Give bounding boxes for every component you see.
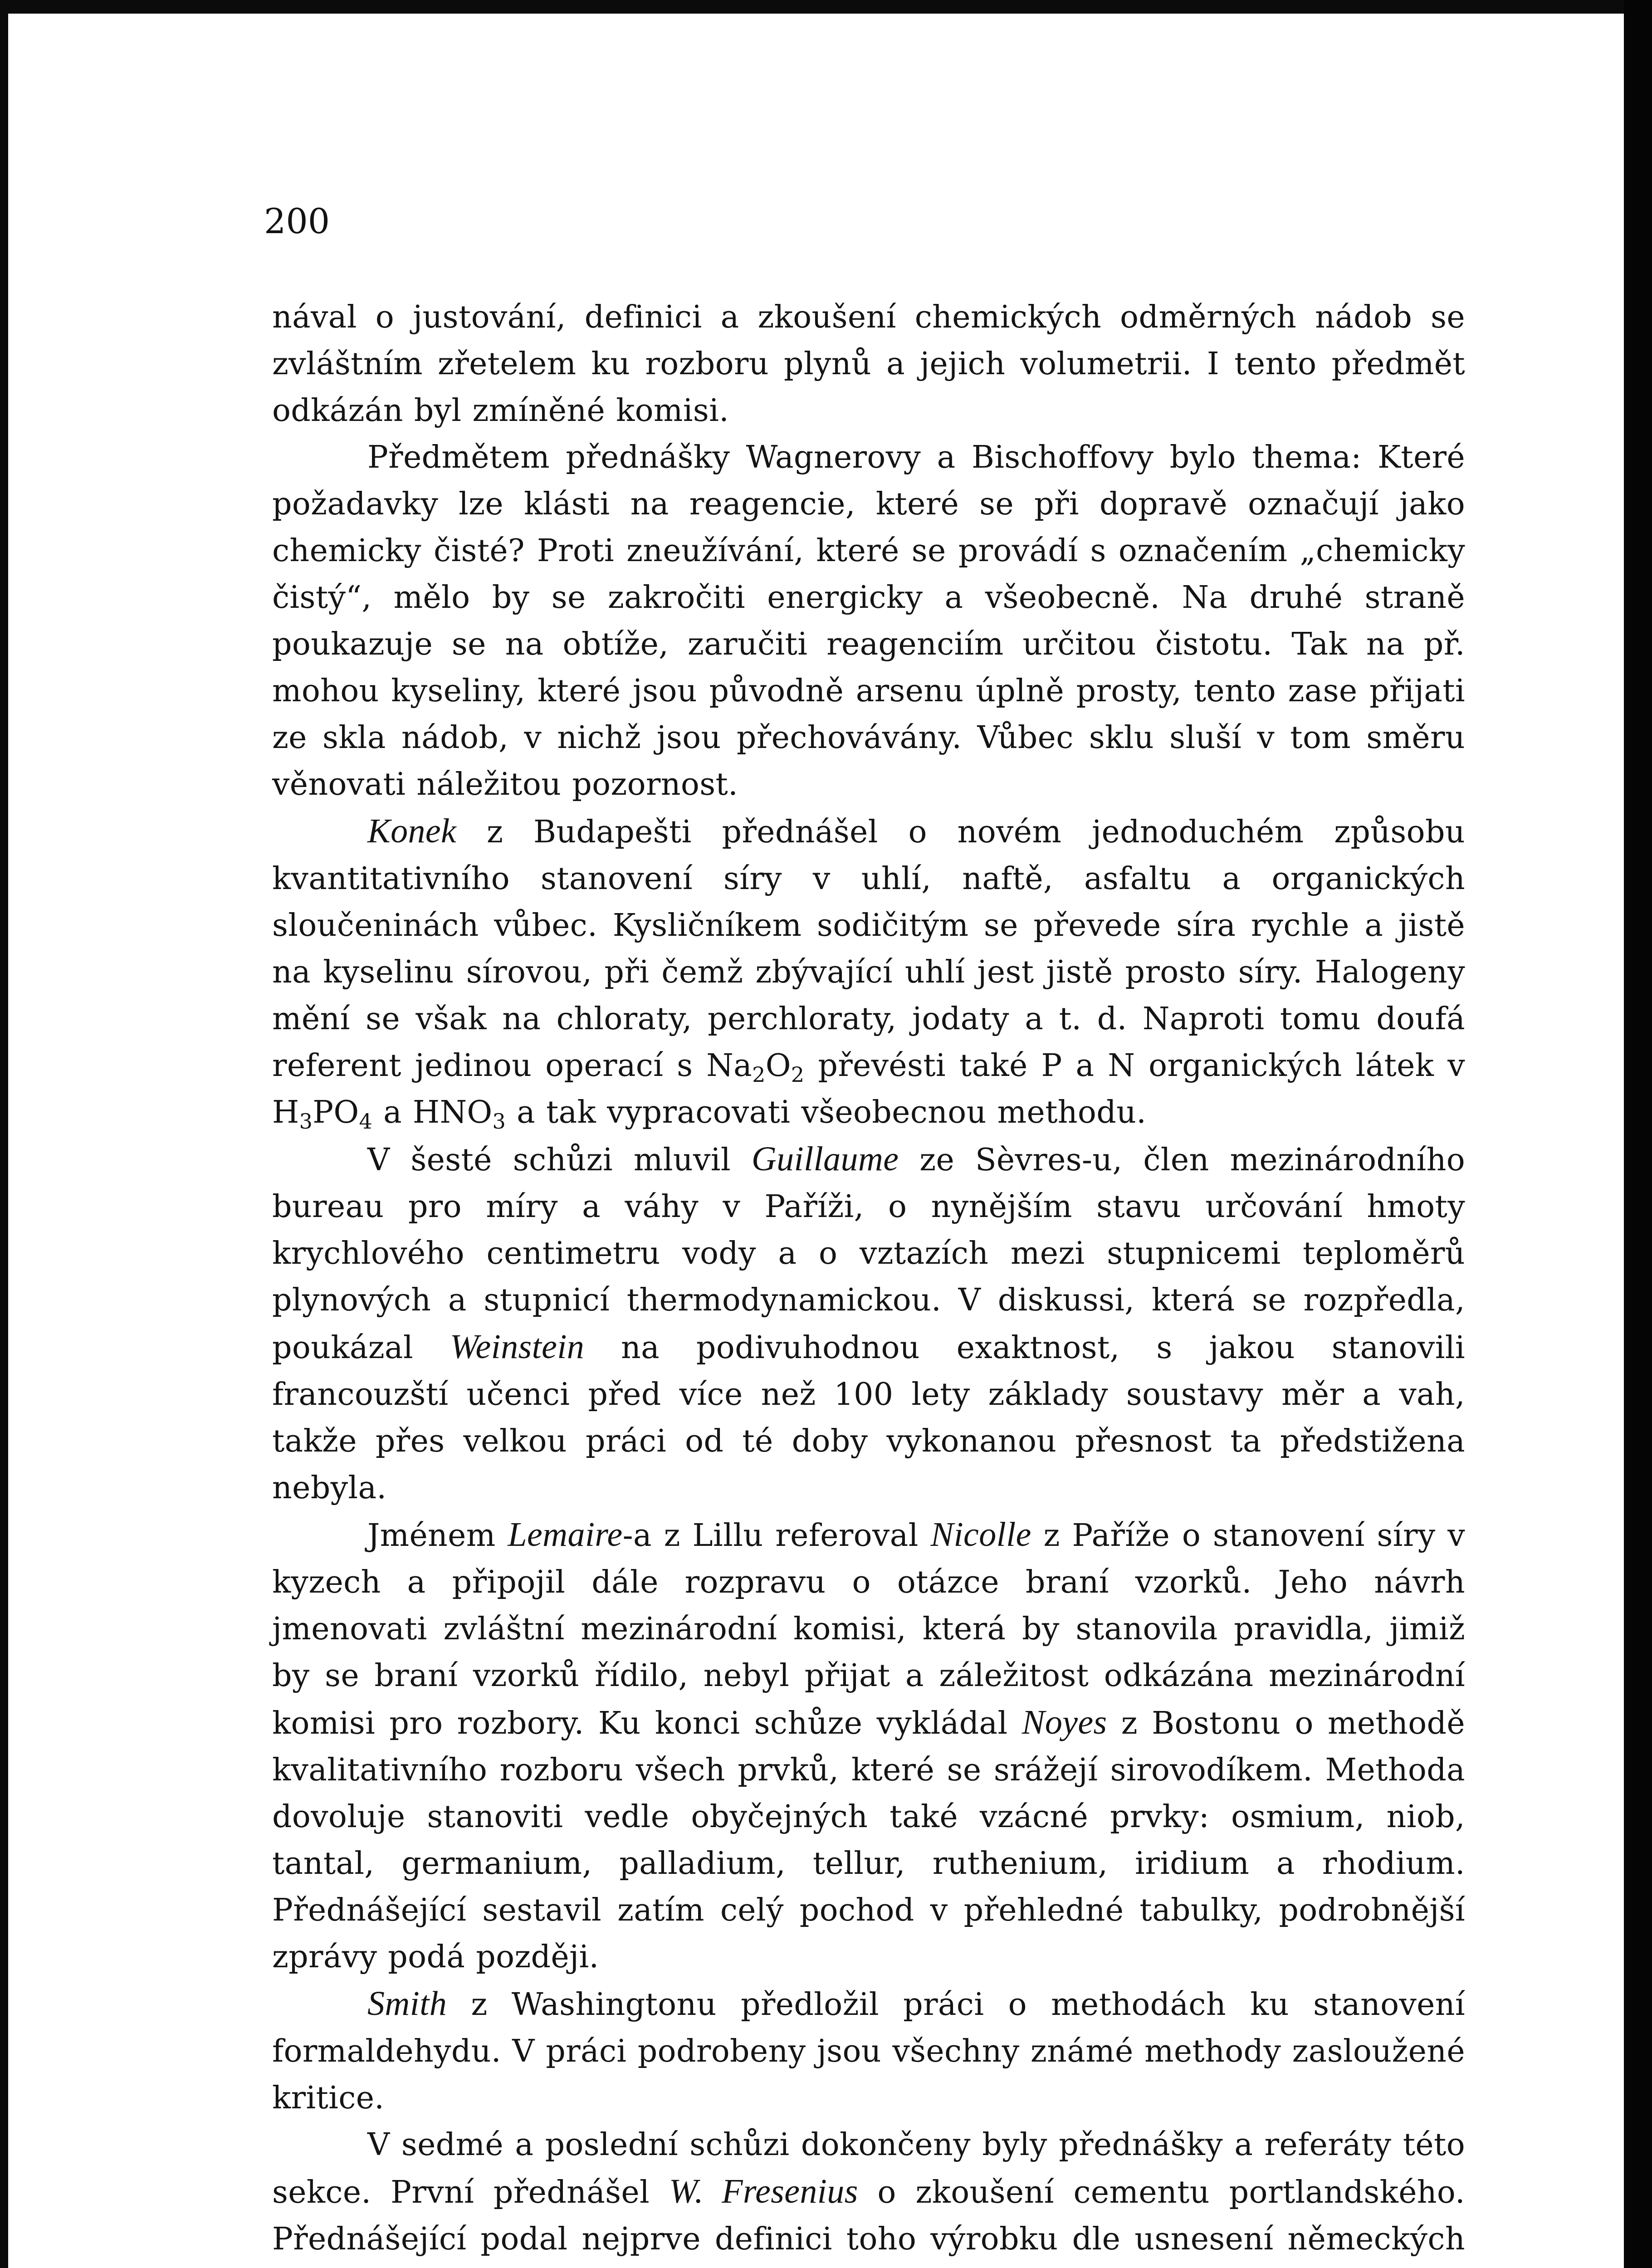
paragraph-4-text-2: ze Sèvres-u, člen mezinárodního bureau pro míry a váhy v Paříži, o nynějším stavu určování hmoty krychlového centimetru vody a o vztazích mezi stupnicemi teploměrů plynových a stupnicí thermodynamickou. V diskussi, která se rozpředla, poukázal <box>272 1142 1465 1366</box>
author-fresenius: W. Fresenius <box>669 2172 858 2210</box>
subscript-h-3: 3 <box>299 1109 313 1134</box>
paragraph-1-text: nával o justování, definici a zkoušení chemických odměrných nádob se zvláštním zřetelem ku rozboru plynů a jejich volumetrii. I tento předmět odkázán byl zmíněné komisi. <box>272 299 1465 429</box>
paragraph-3-text-6: a tak vypracovati všeobecnou methodu. <box>506 1095 1147 1130</box>
author-noyes: Noyes <box>1022 1703 1107 1741</box>
paragraph-6-text: z Washingtonu předložil práci o methodách ku stanovení formaldehydu. V práci podrobeny jsou všechny známé methody zasloužené kritice. <box>272 1987 1465 2116</box>
paragraph-3-text-2: O <box>765 1048 791 1084</box>
author-weinstein: Weinstein <box>450 1328 585 1366</box>
paragraph-5-text-1: Jménem <box>367 1518 508 1554</box>
paragraph-6 <box>272 1980 1465 2121</box>
page-edge-shadow <box>1624 0 1652 2268</box>
paragraph-2 <box>272 434 1465 808</box>
body-text <box>272 294 1465 2268</box>
paragraph-7-text-2: o zkoušení cementu portlandského. Přednášející podal nejprve definici toho výrobku dle usnesení německých <box>272 2175 1465 2257</box>
author-smith: Smith <box>367 1984 447 2023</box>
paragraph-7 <box>272 2121 1465 2268</box>
paragraph-5-text-3: z Paříže o stanovení síry v kyzech a připojil dále rozpravu o otázce braní vzorků. Jeho návrh jmenovati zvláštní mezinárodní komisi, která by stanovila pravidla, jimiž by se braní vzorků řídilo, nebyl přijat a záležitost odkázána mezinárodní komisi pro rozbory. Ku konci schůze vykládal <box>272 1518 1465 1741</box>
author-konek: Konek <box>367 812 457 850</box>
paragraph-4 <box>272 1136 1465 1511</box>
paragraph-4-text-3: na podivuhodnou exaktnost, s jakou stanovili francouzští učenci před více než 100 lety základy soustavy měr a vah, takže přes velkou práci od té doby vykonanou přesnost ta předstižena nebyla. <box>272 1330 1466 1506</box>
paragraph-5-text-4: z Bostonu o methodě kvalitativního rozboru všech prvků, které se srážejí sirovodíkem. Methoda dovoluje stanoviti vedle obyčejných také vzácné prvky: osmium, niob, tantal, germanium, palladium, tellur, ruthenium, iridium a rhodium. Přednášející sestavil zatím celý pochod v přehledné tabulky, podrobnější zprávy podá později. <box>272 1706 1465 1975</box>
paragraph-3-text-5: a HNO <box>372 1095 493 1130</box>
subscript-o-2: 2 <box>791 1062 805 1087</box>
paragraph-3-text-1: z Budapešti přednášel o novém jednoduchém způsobu kvantitativního stanovení síry v uhlí, naftě, asfaltu a organických sloučeninách vůbec. Kysličníkem sodičitým se převede síra rychle a jistě na kyselinu sírovou, při čemž zbývající uhlí jest jistě prosto síry. Halogeny mění se však na chloraty, perchloraty, jodaty a t. d. Naproti tomu doufá referent jedinou operací s Na <box>272 814 1465 1084</box>
paragraph-3 <box>272 808 1465 1136</box>
subscript-hno-3: 3 <box>492 1109 506 1134</box>
paragraph-5 <box>272 1511 1465 1980</box>
page-number: 200 <box>264 201 330 241</box>
subscript-na-2: 2 <box>752 1062 766 1087</box>
subscript-po-4: 4 <box>359 1109 373 1134</box>
paragraph-3-text-4: PO <box>313 1095 359 1130</box>
author-nicolle: Nicolle <box>930 1515 1031 1554</box>
paragraph-1 <box>272 294 1465 434</box>
paragraph-3-text-3: převésti také P a N organických látek v H <box>272 1048 1465 1130</box>
paragraph-7-text-1: V sedmé a poslední schůzi dokončeny byly přednášky a referáty této sekce. První přednášel <box>272 2127 1465 2210</box>
paragraph-5-text-2: -a z Lillu referoval <box>622 1518 931 1554</box>
author-guillaume: Guillaume <box>751 1140 899 1178</box>
paragraph-2-text: Předmětem přednášky Wagnerovy a Bischoffovy bylo thema: Které požadavky lze klásti na reagencie, které se při dopravě označují jako chemicky čisté? Proti zneužívání, které se provádí s označením „chemicky čistý“, mělo by se zakročiti energicky a všeobecně. Na druhé straně poukazuje se na obtíže, zaručiti reagenciím určitou čistotu. Tak na př. mohou kyseliny, které jsou původně arsenu úplně prosty, tento zase přijati ze skla nádob, v nichž jsou přechovávány. Vůbec sklu sluší v tom směru věnovati náležitou pozornost. <box>272 440 1465 802</box>
book-page <box>8 14 1624 2268</box>
paragraph-4-text-1: V šesté schůzi mluvil <box>367 1142 752 1178</box>
author-lemaire: Lemaire <box>508 1515 623 1554</box>
